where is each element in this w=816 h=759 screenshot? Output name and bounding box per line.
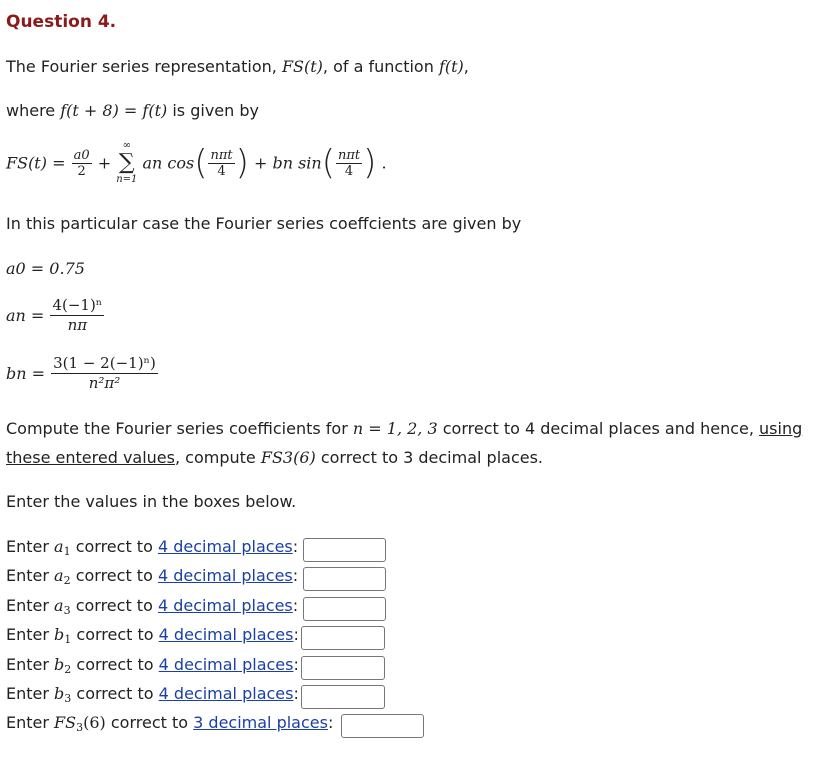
- an-denominator: nπ: [67, 316, 88, 334]
- decimal-places-link[interactable]: 4 decimal places: [158, 625, 294, 644]
- a0-value: a0 = 0.75: [6, 259, 85, 278]
- an-lhs: an =: [6, 306, 45, 325]
- entry-mid-text: correct to: [75, 537, 153, 556]
- entry-row: [6, 655, 299, 680]
- entry-colon: :: [293, 684, 299, 703]
- entry-var-symbol: a: [54, 596, 64, 615]
- entry-variable: [54, 684, 71, 703]
- answer-input-b1[interactable]: [301, 626, 385, 650]
- entry-row: [6, 566, 298, 591]
- cos-arg-den: 4: [217, 163, 226, 179]
- entry-var-subscript: 1: [63, 545, 71, 558]
- task-line-2: [6, 448, 543, 468]
- decimal-places-link[interactable]: 4 decimal places: [157, 566, 293, 585]
- f-symbol: f(t): [438, 57, 464, 76]
- cos-argument: [208, 148, 234, 179]
- bn-numerator: 3(1 − 2(−1)ⁿ): [53, 354, 156, 372]
- entry-mid-text: correct to: [76, 625, 154, 644]
- entry-colon: :: [292, 596, 299, 615]
- decimal-places-link[interactable]: 4 decimal places: [157, 596, 293, 615]
- an-fraction: [50, 296, 104, 335]
- entry-mid-text: correct to: [75, 566, 153, 585]
- entry-prefix: Enter: [6, 596, 49, 615]
- entry-row: [6, 596, 298, 621]
- entry-mid-text: correct to: [75, 596, 153, 615]
- formula-plus: +: [97, 153, 112, 173]
- summation: [116, 140, 137, 186]
- sin-argument: [336, 148, 362, 179]
- fs3-symbol: FS3(6): [260, 448, 316, 467]
- entry-variable: [54, 566, 71, 585]
- using-underlined: using: [759, 419, 803, 438]
- sum-lower: n=1: [116, 174, 138, 185]
- coefficients-intro: In this particular case the Fourier series coeffcients are given by: [6, 214, 522, 233]
- entry-variable: [54, 655, 71, 674]
- entry-prefix: Enter: [6, 655, 49, 674]
- answer-input-fs3[interactable]: [341, 714, 424, 738]
- formula-lhs: FS(t) =: [6, 153, 66, 173]
- intro-where: where: [6, 101, 56, 120]
- entry-var-symbol: b: [54, 655, 65, 674]
- left-paren-1: (: [194, 143, 208, 183]
- bn-formula: [6, 354, 159, 393]
- entry-prefix: Enter: [6, 684, 49, 703]
- decimal-places-link[interactable]: 4 decimal places: [157, 537, 293, 556]
- decimal-places-link[interactable]: 4 decimal places: [158, 684, 294, 703]
- entry-prefix: Enter: [6, 566, 49, 585]
- sin-arg-num: nπt: [338, 147, 361, 163]
- entry-prefix: Enter: [6, 537, 49, 556]
- entry-var-symbol: FS: [54, 713, 77, 732]
- intro-line-2: [6, 101, 259, 121]
- entry-row: [6, 713, 333, 738]
- entry-variable: [54, 625, 71, 644]
- bn-denominator: n²π²: [88, 374, 121, 392]
- entry-colon: :: [293, 655, 299, 674]
- entry-var-symbol: a: [54, 566, 64, 585]
- entry-prefix: Enter: [6, 625, 49, 644]
- answer-input-a3[interactable]: [303, 597, 386, 621]
- entry-var-subscript: 3: [64, 692, 72, 705]
- entry-row: [6, 684, 299, 709]
- entered-values-underlined: these entered values: [6, 448, 175, 467]
- entry-prefix: Enter: [6, 713, 49, 732]
- task-compute: , compute: [174, 448, 256, 467]
- fourier-series-formula: [6, 140, 387, 192]
- a0-fraction-den: 2: [77, 163, 86, 179]
- right-paren-2: ): [363, 143, 377, 183]
- entry-mid-text: correct to: [76, 684, 154, 703]
- cos-arg-num: nπt: [210, 147, 233, 163]
- enter-instruction: Enter the values in the boxes below.: [6, 492, 297, 511]
- entry-colon: :: [327, 713, 334, 732]
- entry-var-subscript: 3: [63, 604, 71, 617]
- entry-colon: :: [293, 625, 299, 644]
- entry-var-symbol: a: [54, 537, 64, 556]
- sum-sigma: ∑: [118, 150, 135, 175]
- answer-input-b2[interactable]: [301, 656, 385, 680]
- right-paren-1: ): [235, 143, 249, 183]
- decimal-places-link[interactable]: 3 decimal places: [193, 713, 328, 732]
- intro-comma: ,: [463, 57, 469, 76]
- a0-fraction-num: a0: [73, 147, 90, 163]
- a0-fraction: [72, 148, 92, 179]
- task-text-mid: correct to 4 decimal places and hence,: [442, 419, 754, 438]
- entry-row: [6, 625, 299, 650]
- entry-var-symbol: b: [54, 684, 65, 703]
- entry-var-subscript: 2: [64, 663, 72, 676]
- an-formula: [6, 296, 105, 335]
- entry-var-subscript: 2: [63, 574, 71, 587]
- answer-input-a1[interactable]: [303, 538, 386, 562]
- entry-colon: :: [292, 537, 299, 556]
- bn-sin-term: + bn sin: [253, 153, 322, 173]
- left-paren-2: (: [321, 143, 335, 183]
- entry-colon: :: [292, 566, 299, 585]
- bn-fraction: [51, 354, 158, 393]
- intro-line-1: [6, 57, 469, 77]
- fs-symbol: FS(t): [281, 57, 323, 76]
- intro-text-mid: , of a function: [322, 57, 434, 76]
- n-values: n = 1, 2, 3: [352, 419, 438, 438]
- intro-text-pre: The Fourier series representation,: [6, 57, 277, 76]
- sin-arg-den: 4: [344, 163, 354, 179]
- intro-given-by: is given by: [172, 101, 259, 120]
- task-text-pre: Compute the Fourier series coefficients for: [6, 419, 348, 438]
- entry-var-arg: (6): [83, 713, 106, 732]
- entry-var-subscript: 3: [76, 721, 84, 734]
- entry-row: [6, 537, 298, 562]
- answer-input-b3[interactable]: [301, 685, 385, 709]
- entry-variable: [54, 713, 106, 732]
- decimal-places-link[interactable]: 4 decimal places: [158, 655, 294, 674]
- an-cos-term: an cos: [142, 153, 195, 173]
- entry-var-subscript: 1: [64, 633, 72, 646]
- sum-upper: ∞: [122, 140, 131, 151]
- an-numerator: 4(−1)ⁿ: [52, 296, 103, 314]
- entry-variable: [54, 596, 71, 615]
- entry-mid-text: correct to: [110, 713, 189, 732]
- answer-input-a2[interactable]: [303, 567, 386, 591]
- question-title: Question 4.: [6, 12, 117, 32]
- entry-variable: [54, 537, 71, 556]
- bn-lhs: bn =: [6, 364, 46, 383]
- formula-period: .: [381, 153, 387, 173]
- entry-var-symbol: b: [54, 625, 65, 644]
- entry-mid-text: correct to: [76, 655, 154, 674]
- period-equation: f(t + 8) = f(t): [60, 101, 168, 120]
- task-text-end: correct to 3 decimal places.: [320, 448, 543, 467]
- task-line-1: [6, 419, 802, 439]
